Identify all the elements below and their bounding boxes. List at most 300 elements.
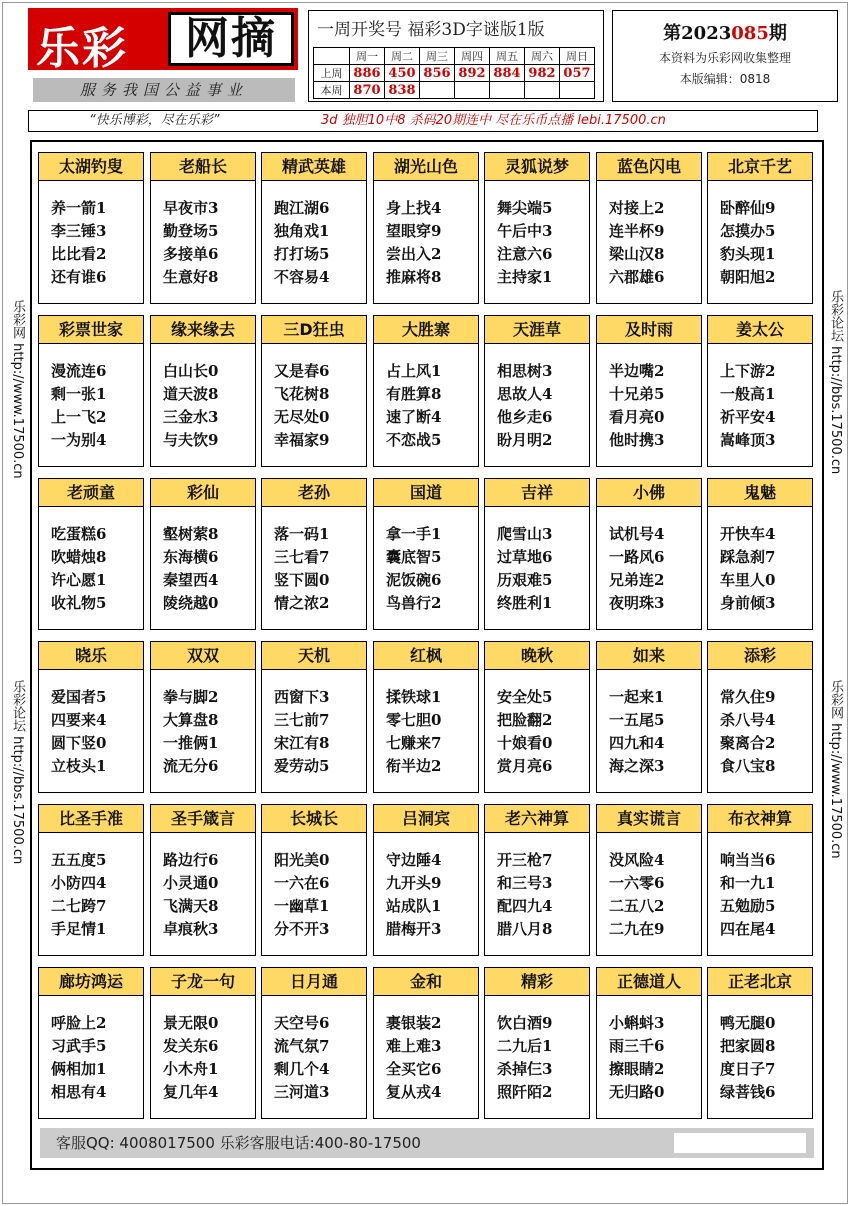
puzzle-clue: 相思树3 — [497, 362, 553, 380]
puzzle-clue: 六郡雄6 — [609, 268, 665, 286]
puzzle-clue-list — [39, 670, 143, 778]
puzzle-clue: 一推俩1 — [163, 734, 219, 752]
editor-note: 本版编辑：0818 — [679, 72, 771, 86]
puzzle-clue: 他乡走6 — [497, 408, 553, 426]
puzzle-cell-title: 晚秋 — [485, 642, 589, 670]
puzzle-clue: 流气氛7 — [274, 1037, 330, 1055]
puzzle-cell — [484, 315, 590, 467]
puzzle-clue: 四要来4 — [51, 711, 107, 729]
day-header: 周一 — [350, 48, 385, 65]
puzzle-clue: 小灵通0 — [163, 874, 219, 892]
puzzle-clue: 兄弟连2 — [609, 571, 665, 589]
puzzle-clue: 发关东6 — [163, 1037, 219, 1055]
puzzle-clue: 俩相加1 — [51, 1060, 107, 1078]
puzzle-clue-list — [151, 181, 255, 289]
puzzle-clue: 圆下竖0 — [51, 734, 107, 752]
issue-number: 第2023085期 — [663, 23, 787, 44]
puzzle-cell-title: 布衣神算 — [708, 805, 812, 833]
puzzle-cell-title: 国道 — [374, 479, 478, 507]
draw-number — [560, 82, 595, 99]
puzzle-clue: 流无分6 — [163, 757, 219, 775]
puzzle-clue: 吃蛋糕6 — [51, 525, 107, 543]
puzzle-clue: 还有谁6 — [51, 268, 107, 286]
logo — [28, 8, 298, 74]
puzzle-clue: 爱国者5 — [51, 688, 107, 706]
puzzle-clue: 怎摸办5 — [720, 222, 776, 240]
puzzle-cell-title: 长城长 — [262, 805, 366, 833]
puzzle-clue: 一六在6 — [274, 874, 330, 892]
footer-blank-box — [674, 1133, 806, 1153]
puzzle-cell — [261, 804, 367, 956]
puzzle-clue: 情之浓2 — [274, 594, 330, 612]
puzzle-clue-list — [374, 181, 478, 289]
puzzle-clue-list — [39, 507, 143, 615]
puzzle-clue: 零七胆0 — [386, 711, 442, 729]
puzzle-clue-list — [374, 507, 478, 615]
puzzle-clue: 三河道3 — [274, 1083, 330, 1101]
puzzle-clue: 吹蜡烛8 — [51, 548, 107, 566]
puzzle-cell — [38, 641, 144, 793]
puzzle-clue-list — [151, 996, 255, 1104]
puzzle-cell — [596, 152, 702, 304]
puzzle-clue: 和一九1 — [720, 874, 776, 892]
puzzle-clue: 朝阳旭2 — [720, 268, 776, 286]
this-week-label: 本周 — [314, 82, 350, 99]
puzzle-cell-title: 小佛 — [597, 479, 701, 507]
puzzle-clue: 嵩峰顶3 — [720, 431, 776, 449]
weekly-draw-box — [308, 10, 604, 102]
puzzle-clue: 又是春6 — [274, 362, 330, 380]
puzzle-clue: 分不开3 — [274, 920, 330, 938]
side-text-right-bottom: 乐彩网 http://www.17500.cn — [828, 680, 843, 859]
puzzle-clue: 飞满天8 — [163, 897, 219, 915]
puzzle-clue-list — [708, 833, 812, 941]
puzzle-clue: 剩几个4 — [274, 1060, 330, 1078]
draw-number — [455, 82, 490, 99]
puzzle-clue-list — [597, 344, 701, 452]
puzzle-clue: 小蝌蚪3 — [609, 1014, 665, 1032]
draw-number: 856 — [420, 65, 455, 82]
puzzle-clue: 过草地6 — [497, 548, 553, 566]
puzzle-clue-list — [151, 833, 255, 941]
weekly-draw-title: 一周开奖号 福彩3D字谜版1版 — [317, 20, 545, 40]
puzzle-clue: 爬雪山3 — [497, 525, 553, 543]
puzzle-clue: 身前倾3 — [720, 594, 776, 612]
footer — [40, 1128, 814, 1158]
puzzle-cell-title: 子龙一句 — [151, 968, 255, 996]
puzzle-clue: 二五八2 — [609, 897, 665, 915]
puzzle-cell — [150, 804, 256, 956]
puzzle-clue-list — [485, 181, 589, 289]
puzzle-clue: 拿一手1 — [386, 525, 442, 543]
puzzle-clue: 开三枪7 — [497, 851, 553, 869]
draw-number: 057 — [560, 65, 595, 82]
puzzle-cell — [150, 152, 256, 304]
puzzle-clue: 天空号6 — [274, 1014, 330, 1032]
puzzle-clue: 一起来1 — [609, 688, 665, 706]
puzzle-clue-list — [374, 344, 478, 452]
puzzle-clue: 舞尖端5 — [497, 199, 553, 217]
day-header: 周二 — [385, 48, 420, 65]
puzzle-clue: 常久住9 — [720, 688, 776, 706]
puzzle-cell-title: 圣手箴言 — [151, 805, 255, 833]
puzzle-clue: 豹头现1 — [720, 245, 776, 263]
puzzle-clue: 一为别4 — [51, 431, 107, 449]
draw-number: 982 — [525, 65, 560, 82]
draw-number: 838 — [385, 82, 420, 99]
puzzle-cell — [150, 641, 256, 793]
puzzle-clue: 对接上2 — [609, 199, 665, 217]
puzzle-cell — [373, 315, 479, 467]
puzzle-cell-title: 彩仙 — [151, 479, 255, 507]
puzzle-clue: 他时携3 — [609, 431, 665, 449]
puzzle-clue: 把脸翻2 — [497, 711, 553, 729]
puzzle-clue: 一幽草1 — [274, 897, 330, 915]
puzzle-cell — [38, 315, 144, 467]
puzzle-clue: 九开头9 — [386, 874, 442, 892]
draw-number: 892 — [455, 65, 490, 82]
puzzle-cell — [484, 478, 590, 630]
puzzle-cell — [373, 152, 479, 304]
puzzle-clue: 配四九4 — [497, 897, 553, 915]
puzzle-clue: 无尽处0 — [274, 408, 330, 426]
puzzle-clue-list — [597, 996, 701, 1104]
puzzle-cell — [707, 804, 813, 956]
puzzle-clue: 秦望西4 — [163, 571, 219, 589]
puzzle-clue: 景无限0 — [163, 1014, 219, 1032]
puzzle-cell-title: 真实谎言 — [597, 805, 701, 833]
puzzle-clue: 和三号3 — [497, 874, 553, 892]
puzzle-cell-title: 如来 — [597, 642, 701, 670]
puzzle-clue: 杀八号4 — [720, 711, 776, 729]
puzzle-clue: 主持家1 — [497, 268, 553, 286]
puzzle-clue: 身上找4 — [386, 199, 442, 217]
puzzle-cell-title: 添彩 — [708, 642, 812, 670]
draw-number — [490, 82, 525, 99]
puzzle-clue: 推麻将8 — [386, 268, 442, 286]
issue-info-box — [612, 10, 838, 102]
puzzle-cell — [596, 478, 702, 630]
draw-number — [525, 82, 560, 99]
puzzle-clue: 踩急刹7 — [720, 548, 776, 566]
puzzle-clue: 复几年4 — [163, 1083, 219, 1101]
puzzle-clue: 打打场5 — [274, 245, 330, 263]
puzzle-clue: 剩一张1 — [51, 385, 107, 403]
puzzle-cell — [373, 804, 479, 956]
puzzle-cell — [261, 641, 367, 793]
puzzle-clue-list — [262, 833, 366, 941]
last-week-label: 上周 — [314, 65, 350, 82]
banner-promo-link[interactable]: 3d 独胆10中8 杀码20期连中 尽在乐币点播 lebi.17500.cn — [321, 113, 666, 128]
puzzle-clue: 揉铁球1 — [386, 688, 442, 706]
puzzle-clue-list — [485, 670, 589, 778]
puzzle-cell — [150, 315, 256, 467]
puzzle-cell — [484, 641, 590, 793]
puzzle-clue: 鸟兽行2 — [386, 594, 442, 612]
puzzle-clue: 无归路0 — [609, 1083, 665, 1101]
puzzle-clue-list — [597, 181, 701, 289]
puzzle-cell-title: 老六神算 — [485, 805, 589, 833]
puzzle-clue: 大算盘8 — [163, 711, 219, 729]
puzzle-clue-list — [597, 670, 701, 778]
logo-text-1: 乐彩 — [36, 23, 128, 74]
puzzle-cell — [150, 478, 256, 630]
puzzle-cell — [261, 152, 367, 304]
puzzle-cell — [38, 478, 144, 630]
puzzle-clue: 擦眼睛2 — [609, 1060, 665, 1078]
puzzle-clue: 鸭无腿0 — [720, 1014, 776, 1032]
puzzle-clue: 雨三千6 — [609, 1037, 665, 1055]
puzzle-clue-list — [597, 507, 701, 615]
puzzle-clue: 全买它6 — [386, 1060, 442, 1078]
puzzle-clue-list — [708, 344, 812, 452]
puzzle-cell-title: 精彩 — [485, 968, 589, 996]
puzzle-clue: 不恋战5 — [386, 431, 442, 449]
puzzle-cell — [596, 315, 702, 467]
puzzle-clue: 衔半边2 — [386, 757, 442, 775]
puzzle-clue: 十娘看0 — [497, 734, 553, 752]
puzzle-clue: 车里人0 — [720, 571, 776, 589]
puzzle-clue: 历艰难5 — [497, 571, 553, 589]
puzzle-clue: 五五度5 — [51, 851, 107, 869]
puzzle-clue: 腊梅开3 — [386, 920, 442, 938]
puzzle-clue: 四九和4 — [609, 734, 665, 752]
puzzle-cell-title: 比圣手准 — [39, 805, 143, 833]
puzzle-clue: 小木舟1 — [163, 1060, 219, 1078]
puzzle-clue: 路边行6 — [163, 851, 219, 869]
puzzle-cell-title: 老孙 — [262, 479, 366, 507]
puzzle-cell-title: 吕洞宾 — [374, 805, 478, 833]
puzzle-clue-list — [262, 670, 366, 778]
puzzle-clue: 七赚来7 — [386, 734, 442, 752]
puzzle-cell — [707, 152, 813, 304]
puzzle-cell — [261, 315, 367, 467]
puzzle-clue-list — [708, 670, 812, 778]
puzzle-clue-list — [151, 344, 255, 452]
puzzle-clue: 飞花树8 — [274, 385, 330, 403]
puzzle-clue-list — [39, 344, 143, 452]
puzzle-clue: 注意六6 — [497, 245, 553, 263]
puzzle-clue-list — [262, 507, 366, 615]
puzzle-clue: 开快车4 — [720, 525, 776, 543]
puzzle-cell-title: 老船长 — [151, 153, 255, 181]
puzzle-clue: 上下游2 — [720, 362, 776, 380]
puzzle-clue: 收礼物5 — [51, 594, 107, 612]
day-header: 周四 — [455, 48, 490, 65]
puzzle-clue: 爱劳动5 — [274, 757, 330, 775]
puzzle-clue: 多接单6 — [163, 245, 219, 263]
puzzle-clue: 绿菩钱6 — [720, 1083, 776, 1101]
puzzle-clue: 陵绕越0 — [163, 594, 219, 612]
puzzle-clue: 复从戎4 — [386, 1083, 442, 1101]
puzzle-cell-title: 廊坊鸿运 — [39, 968, 143, 996]
puzzle-clue: 盼月明2 — [497, 431, 553, 449]
puzzle-clue: 小防四4 — [51, 874, 107, 892]
puzzle-clue: 度日子7 — [720, 1060, 776, 1078]
puzzle-clue: 思故人4 — [497, 385, 553, 403]
puzzle-clue-list — [485, 996, 589, 1104]
draw-number: 886 — [350, 65, 385, 82]
puzzle-clue: 看月亮0 — [609, 408, 665, 426]
puzzle-cell-title: 北京千艺 — [708, 153, 812, 181]
puzzle-clue-list — [151, 507, 255, 615]
puzzle-cell — [38, 152, 144, 304]
puzzle-clue-list — [708, 507, 812, 615]
puzzle-clue: 一路风6 — [609, 548, 665, 566]
puzzle-clue-list — [262, 181, 366, 289]
puzzle-clue-list — [39, 181, 143, 289]
puzzle-cell — [484, 804, 590, 956]
puzzle-clue: 饮白酒9 — [497, 1014, 553, 1032]
puzzle-cell — [484, 967, 590, 1119]
source-note: 本资料为乐彩网收集整理 — [658, 51, 791, 65]
puzzle-clue: 独角戏1 — [274, 222, 330, 240]
puzzle-clue: 与夫饮9 — [163, 431, 219, 449]
puzzle-clue-list — [39, 996, 143, 1104]
puzzle-cell-title: 蓝色闪电 — [597, 153, 701, 181]
puzzle-cell-title: 精武英雄 — [262, 153, 366, 181]
puzzle-cell-title: 红枫 — [374, 642, 478, 670]
puzzle-cell — [707, 315, 813, 467]
puzzle-cell — [707, 641, 813, 793]
puzzle-clue: 道天波8 — [163, 385, 219, 403]
puzzle-clue: 早夜市3 — [163, 199, 219, 217]
puzzle-clue: 习武手5 — [51, 1037, 107, 1055]
puzzle-clue: 把家圆8 — [720, 1037, 776, 1055]
draw-number: 450 — [385, 65, 420, 82]
puzzle-clue: 卧醉仙9 — [720, 199, 776, 217]
puzzle-clue: 泥饭碗6 — [386, 571, 442, 589]
puzzle-cell — [596, 641, 702, 793]
puzzle-cell — [38, 804, 144, 956]
puzzle-clue: 有胜算8 — [386, 385, 442, 403]
puzzle-cell-title: 大胜寨 — [374, 316, 478, 344]
puzzle-clue: 照阡陌2 — [497, 1083, 553, 1101]
puzzle-clue: 跑江湖6 — [274, 199, 330, 217]
puzzle-cell-title: 老顽童 — [39, 479, 143, 507]
puzzle-cell — [38, 967, 144, 1119]
puzzle-clue: 养一箭1 — [51, 199, 107, 217]
puzzle-clue: 一六零6 — [609, 874, 665, 892]
puzzle-clue: 三金水3 — [163, 408, 219, 426]
puzzle-clue-list — [485, 833, 589, 941]
puzzle-cell-title: 正老北京 — [708, 968, 812, 996]
day-header: 周日 — [560, 48, 595, 65]
puzzle-clue: 相思有4 — [51, 1083, 107, 1101]
puzzle-clue: 半边嘴2 — [609, 362, 665, 380]
puzzle-cell — [707, 967, 813, 1119]
puzzle-clue: 午后中3 — [497, 222, 553, 240]
puzzle-clue: 二九在9 — [609, 920, 665, 938]
puzzle-cell-title: 正德道人 — [597, 968, 701, 996]
puzzle-clue: 手足情1 — [51, 920, 107, 938]
puzzle-clue-list — [485, 344, 589, 452]
puzzle-clue: 一五尾5 — [609, 711, 665, 729]
puzzle-clue: 安全处5 — [497, 688, 553, 706]
puzzle-cell-title: 天涯草 — [485, 316, 589, 344]
draw-number: 884 — [490, 65, 525, 82]
puzzle-cell — [596, 804, 702, 956]
puzzle-clue: 三七前7 — [274, 711, 330, 729]
puzzle-cell — [150, 967, 256, 1119]
puzzle-cell-title: 太湖钓叟 — [39, 153, 143, 181]
puzzle-cell-title: 晓乐 — [39, 642, 143, 670]
puzzle-clue: 四在尾4 — [720, 920, 776, 938]
puzzle-clue-list — [374, 996, 478, 1104]
puzzle-clue-list — [262, 996, 366, 1104]
puzzle-cell-title: 日月通 — [262, 968, 366, 996]
puzzle-clue: 望眼穿9 — [386, 222, 442, 240]
puzzle-clue: 杀掉仨3 — [497, 1060, 553, 1078]
puzzle-clue: 比比看2 — [51, 245, 107, 263]
puzzle-cell-title: 灵狐说梦 — [485, 153, 589, 181]
puzzle-clue: 竖下圆0 — [274, 571, 330, 589]
day-header: 周五 — [490, 48, 525, 65]
puzzle-clue-list — [39, 833, 143, 941]
puzzle-cell-title: 双双 — [151, 642, 255, 670]
side-text-right-top: 乐彩论坛 http://bbs.17500.cn — [828, 290, 843, 475]
puzzle-cell-title: 姜太公 — [708, 316, 812, 344]
puzzle-clue: 勤登场5 — [163, 222, 219, 240]
puzzle-clue-list — [485, 507, 589, 615]
puzzle-cell — [261, 478, 367, 630]
puzzle-clue: 腊八月8 — [497, 920, 553, 938]
puzzle-clue: 阳光美0 — [274, 851, 330, 869]
puzzle-clue: 宋江有8 — [274, 734, 330, 752]
puzzle-clue: 海之深3 — [609, 757, 665, 775]
puzzle-clue: 漫流连6 — [51, 362, 107, 380]
day-header: 周三 — [420, 48, 455, 65]
puzzle-clue: 三七看7 — [274, 548, 330, 566]
puzzle-clue: 二七跨7 — [51, 897, 107, 915]
puzzle-clue: 生意好8 — [163, 268, 219, 286]
puzzle-clue: 囊底智5 — [386, 548, 442, 566]
draw-number — [420, 82, 455, 99]
puzzle-clue: 二九后1 — [497, 1037, 553, 1055]
puzzle-clue: 卓痕秋3 — [163, 920, 219, 938]
puzzle-clue: 祈平安4 — [720, 408, 776, 426]
puzzle-cell — [373, 478, 479, 630]
puzzle-clue: 尝出入2 — [386, 245, 442, 263]
puzzle-clue: 速了断4 — [386, 408, 442, 426]
day-header: 周六 — [525, 48, 560, 65]
promo-banner — [28, 110, 818, 132]
puzzle-cell-title: 及时雨 — [597, 316, 701, 344]
puzzle-clue-list — [262, 344, 366, 452]
puzzle-cell-title: 吉祥 — [485, 479, 589, 507]
puzzle-cell — [373, 967, 479, 1119]
draw-number: 870 — [350, 82, 385, 99]
puzzle-clue-list — [151, 670, 255, 778]
puzzle-clue: 占上风1 — [386, 362, 442, 380]
puzzle-clue: 响当当6 — [720, 851, 776, 869]
puzzle-clue: 许心愿1 — [51, 571, 107, 589]
side-text-left-bottom: 乐彩论坛 http://bbs.17500.cn — [10, 680, 25, 865]
puzzle-clue: 立枝头1 — [51, 757, 107, 775]
puzzle-cell-title: 彩票世家 — [39, 316, 143, 344]
puzzle-clue: 站成队1 — [386, 897, 442, 915]
puzzle-clue: 守边陲4 — [386, 851, 442, 869]
puzzle-clue: 赏月亮6 — [497, 757, 553, 775]
puzzle-cell-title: 湖光山色 — [374, 153, 478, 181]
puzzle-clue: 一般高1 — [720, 385, 776, 403]
puzzle-clue-list — [597, 833, 701, 941]
puzzle-clue: 呼脸上2 — [51, 1014, 107, 1032]
puzzle-cell — [261, 967, 367, 1119]
puzzle-clue: 十兄弟5 — [609, 385, 665, 403]
puzzle-cell-title: 金和 — [374, 968, 478, 996]
puzzle-clue: 五勉励5 — [720, 897, 776, 915]
